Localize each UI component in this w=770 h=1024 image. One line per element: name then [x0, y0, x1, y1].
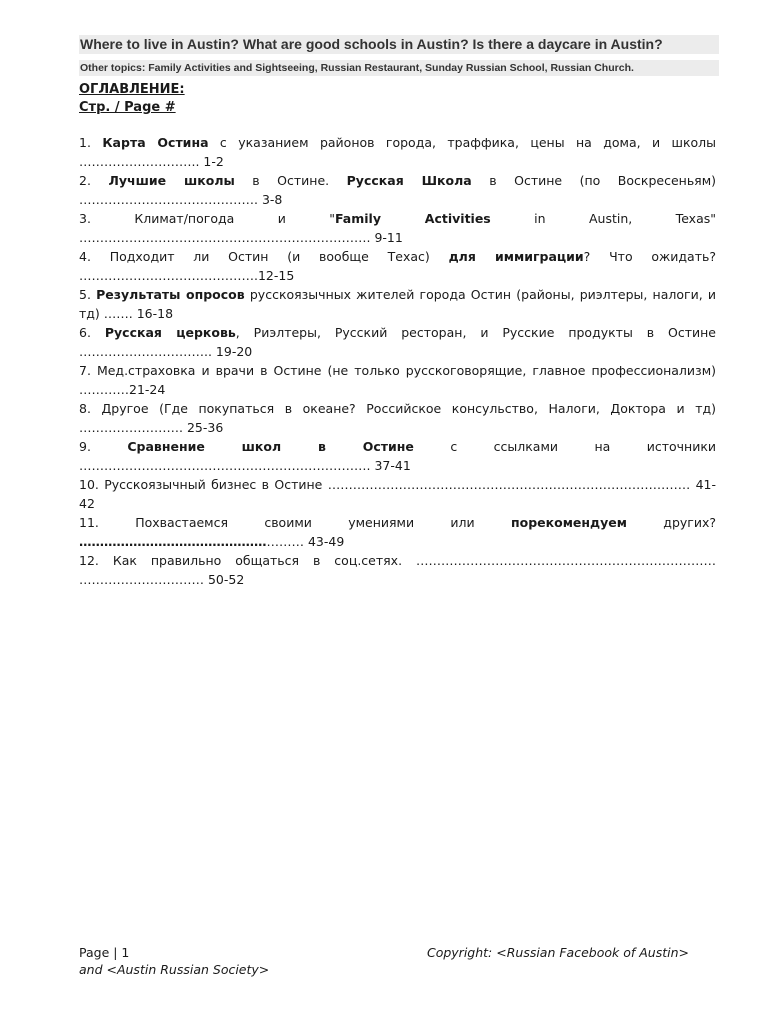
toc-entry-text: в Остине.: [234, 173, 347, 188]
toc-entry: [79, 247, 716, 285]
toc-entry-text: 1.: [79, 135, 103, 150]
toc-entry-text: , Риэлтеры, Русский ресторан, и Русские продукты в Остине ………………………….. 19-20: [79, 325, 716, 359]
toc-entry-emphasis: для иммиграции: [448, 249, 584, 264]
page-subtitle: Other topics: Family Activities and Sightseeing, Russian Restaurant, Sunday Russian School, Russian Church.: [79, 60, 719, 76]
toc-entry-text: с ссылками на источники ……………………………………………………………. 37-41: [79, 439, 717, 473]
toc-entry-text: 11. Похвастаемся своими умениями или: [79, 515, 511, 530]
toc-entry-emphasis: Русская Школа: [346, 173, 472, 188]
toc-entry-text: 7. Мед.страховка и врачи в Остине (не только русскоговорящие, главное профессионализм) …………21-24: [79, 363, 716, 397]
toc-entry-text: 3. Климат/погода и ": [79, 211, 335, 226]
toc-entry: [79, 323, 716, 361]
copyright-line-2: and <Austin Russian Society>: [79, 962, 270, 977]
page-footer: [79, 944, 689, 978]
toc-entry: [79, 475, 716, 513]
toc-entry-text: 10. Русскоязычный бизнес в Остине …………………………………………………………………………… 41-42: [79, 477, 716, 511]
toc-entry: [79, 399, 716, 437]
toc-entry-text: 8. Другое (Где покупаться в океане? Российское консульство, Налоги, Доктора и тд) ……………………. 25-36: [79, 401, 716, 435]
toc-heading: ОГЛАВЛЕНИЕ:: [79, 82, 185, 97]
toc-entry-text: ? Что ожидать? …………………………………….12-15: [79, 249, 716, 283]
toc-entry: [79, 133, 716, 171]
copyright-line-1: Copyright: <Russian Facebook of Austin>: [426, 945, 689, 960]
toc-entry-text: 2.: [79, 173, 109, 188]
toc-entry-text: 5.: [79, 287, 97, 302]
toc-entry: [79, 209, 716, 247]
toc-entry-text: других?: [626, 515, 717, 530]
table-of-contents: [79, 133, 716, 589]
page-title: Where to live in Austin? What are good schools in Austin? Is there a daycare in Austin?: [79, 35, 719, 54]
toc-entry-text: русскоязычных жителей города Остин (районы, риэлтеры, налоги, и тд) ……. 16-18: [79, 287, 716, 321]
toc-entry-text: in Austin, Texas" ……………………………………………………………. 9-11: [79, 211, 716, 245]
toc-entry: [79, 513, 716, 551]
toc-entry-text: в Остине (по Воскресеньям) ……………………………………. 3-8: [79, 173, 717, 207]
toc-entry-text: 4. Подходит ли Остин (и вообще Техас): [79, 249, 449, 264]
toc-entry-emphasis: Результаты опросов: [96, 287, 245, 302]
toc-entry: [79, 551, 716, 589]
toc-entry-text: с указанием районов города, траффика, цены на дома, и школы ……………………….. 1-2: [79, 135, 717, 169]
toc-entry-text: ……… 43-49: [266, 534, 345, 549]
toc-entry-text: 6.: [79, 325, 105, 340]
page-number: Page | 1: [79, 945, 130, 960]
toc-entry-emphasis: Русская церковь: [104, 325, 236, 340]
toc-entry-text: 12. Как правильно общаться в соц.сетях. ……………………………………………………………… ………………………… 50-52: [79, 553, 716, 587]
toc-subheading: Стр. / Page #: [79, 100, 176, 115]
toc-entry-emphasis: Карта Остина: [102, 135, 209, 150]
toc-entry: [79, 285, 716, 323]
toc-entry: [79, 171, 716, 209]
toc-entry-emphasis: порекомендуем: [510, 515, 627, 530]
document-header: [79, 35, 719, 117]
toc-entry-emphasis: ………………………………………: [79, 534, 267, 549]
toc-entry: [79, 361, 716, 399]
toc-entry-emphasis: Сравнение школ в Остине: [127, 439, 414, 454]
toc-entry: [79, 437, 716, 475]
toc-entry-emphasis: Лучшие школы: [108, 173, 235, 188]
toc-entry-text: 9.: [79, 439, 128, 454]
toc-entry-emphasis: Family Activities: [335, 211, 491, 226]
